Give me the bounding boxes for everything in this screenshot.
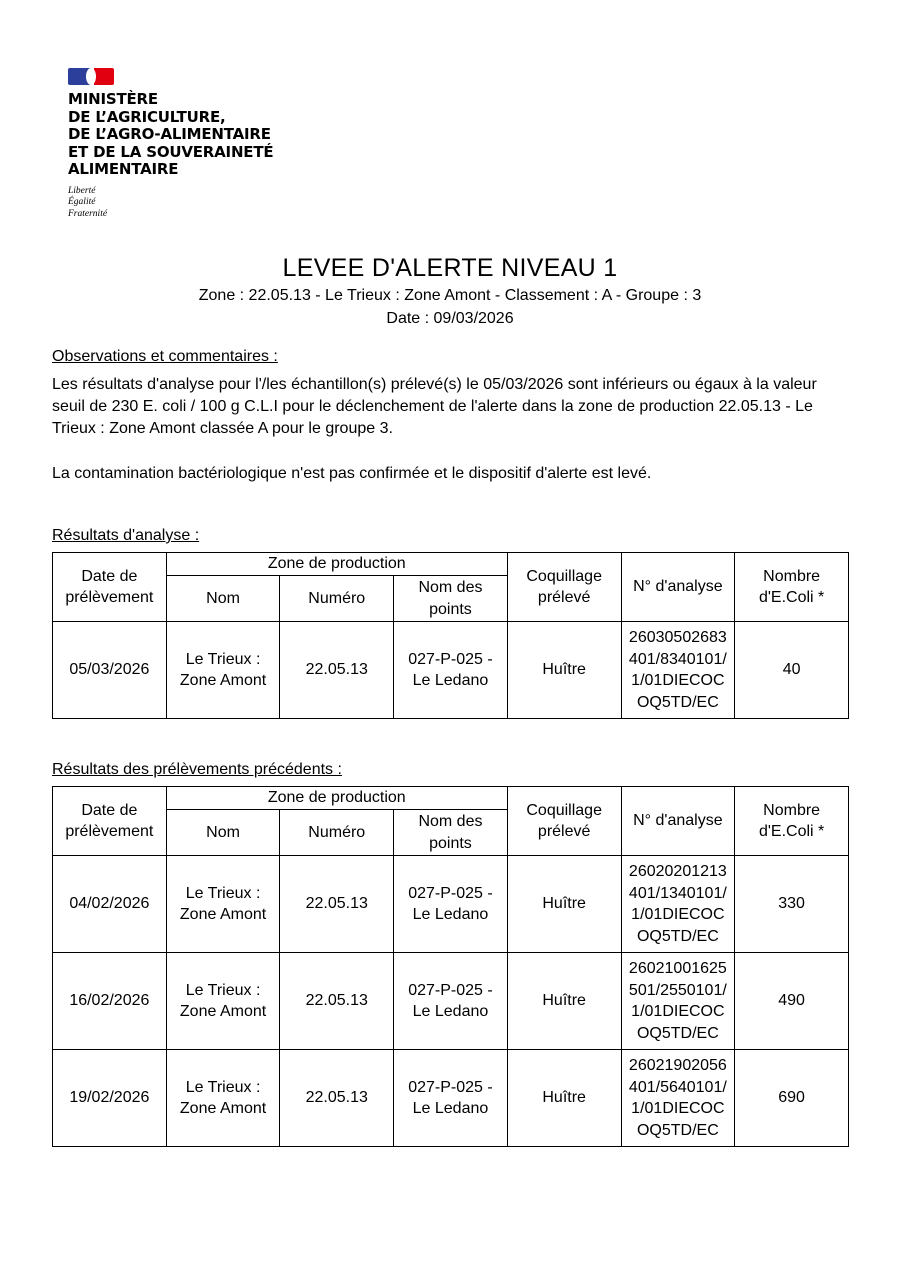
cell-numero: 22.05.13 — [280, 953, 394, 1050]
cell-nom: Le Trieux : Zone Amont — [166, 1050, 280, 1147]
date-line: Date : 09/03/2026 — [386, 310, 514, 327]
table-row — [53, 1050, 849, 1147]
cell-date: 04/02/2026 — [53, 856, 167, 953]
previous-table — [52, 786, 849, 1147]
ministry-line: DE L’AGRICULTURE, — [68, 107, 226, 126]
cell-analyse: 26021001625501/2550101/1/01DIECOCOQ5TD/EC — [621, 953, 735, 1050]
cell-coquillage: Huître — [507, 622, 621, 719]
ministry-line: DE L’AGRO-ALIMENTAIRE — [68, 125, 271, 143]
cell-points: 027-P-025 - Le Ledano — [394, 856, 508, 953]
cell-coquillage: Huître — [507, 856, 621, 953]
cell-ecoli: 490 — [735, 953, 849, 1050]
table-row — [53, 953, 849, 1050]
cell-nom: Le Trieux : Zone Amont — [166, 856, 280, 953]
cell-analyse: 26030502683401/8340101/1/01DIECOCOQ5TD/EC — [621, 622, 735, 719]
cell-numero: 22.05.13 — [280, 856, 394, 953]
results-heading: Résultats d'analyse : — [52, 527, 200, 544]
cell-nom: Le Trieux : Zone Amont — [166, 622, 280, 719]
zone-line: Zone : 22.05.13 - Le Trieux : Zone Amont - Classement : A - Groupe : 3 — [198, 287, 702, 304]
cell-coquillage: Huître — [507, 1050, 621, 1147]
cell-ecoli: 330 — [735, 856, 849, 953]
col-header-numero: Numéro — [280, 576, 394, 622]
col-header-ecoli: Nombre d'E.Coli * — [735, 553, 849, 622]
cell-numero: 22.05.13 — [280, 622, 394, 719]
col-header-analyse: N° d'analyse — [621, 553, 735, 622]
ministry-line: ALIMENTAIRE — [68, 160, 179, 178]
ministry-line: ET DE LA SOUVERAINETÉ — [68, 142, 274, 161]
col-header-numero: Numéro — [280, 810, 394, 856]
observations-paragraph: Les résultats d'analyse pour l'/les échantillon(s) prélevé(s) le 05/03/2026 sont inférieurs ou égaux à la valeur seuil de 230 E. coli / 100 g C.L.I pour le déclenchement de l'alerte dans la zone de production 22.05.13 - Le Trieux : Zone Amont classée A pour le groupe 3. — [52, 376, 817, 437]
cell-analyse: 26020201213401/1340101/1/01DIECOCOQ5TD/EC — [621, 856, 735, 953]
cell-date: 19/02/2026 — [53, 1050, 167, 1147]
ministry-line: MINISTÈRE — [68, 90, 158, 108]
col-header-date: Date de prélèvement — [53, 787, 167, 856]
ministry-name — [68, 91, 273, 179]
col-header-zone: Zone de production — [166, 553, 507, 576]
conclusion-paragraph: La contamination bactériologique n'est pas confirmée et le dispositif d'alerte est levé. — [52, 465, 652, 482]
document-title: LEVEE D'ALERTE NIVEAU 1 — [282, 254, 618, 282]
col-header-date: Date de prélèvement — [53, 553, 167, 622]
col-header-analyse: N° d'analyse — [621, 787, 735, 856]
motto-egalite: Égalité — [68, 197, 96, 207]
cell-points: 027-P-025 - Le Ledano — [394, 622, 508, 719]
table-row — [53, 622, 849, 719]
cell-points: 027-P-025 - Le Ledano — [394, 1050, 508, 1147]
cell-nom: Le Trieux : Zone Amont — [166, 953, 280, 1050]
cell-analyse: 26021902056401/5640101/1/01DIECOCOQ5TD/EC — [621, 1050, 735, 1147]
previous-heading: Résultats des prélèvements précédents : — [52, 761, 342, 778]
marianne-flag-icon — [68, 68, 114, 85]
observations-heading: Observations et commentaires : — [52, 348, 278, 365]
col-header-zone: Zone de production — [166, 787, 507, 810]
col-header-coquillage: Coquillage prélevé — [507, 553, 621, 622]
republic-motto — [68, 186, 273, 221]
col-header-points: Nom des points — [394, 810, 508, 856]
cell-date: 16/02/2026 — [53, 953, 167, 1050]
cell-ecoli: 40 — [735, 622, 849, 719]
results-table — [52, 552, 849, 719]
col-header-ecoli: Nombre d'E.Coli * — [735, 787, 849, 856]
col-header-points: Nom des points — [394, 576, 508, 622]
col-header-nom: Nom — [166, 576, 280, 622]
motto-liberte: Liberté — [68, 185, 96, 196]
cell-ecoli: 690 — [735, 1050, 849, 1147]
cell-coquillage: Huître — [507, 953, 621, 1050]
motto-fraternite: Fraternité — [68, 208, 108, 219]
col-header-nom: Nom — [166, 810, 280, 856]
col-header-coquillage: Coquillage prélevé — [507, 787, 621, 856]
cell-numero: 22.05.13 — [280, 1050, 394, 1147]
table-row — [53, 856, 849, 953]
cell-date: 05/03/2026 — [53, 622, 167, 719]
ministry-logo — [68, 68, 273, 220]
cell-points: 027-P-025 - Le Ledano — [394, 953, 508, 1050]
